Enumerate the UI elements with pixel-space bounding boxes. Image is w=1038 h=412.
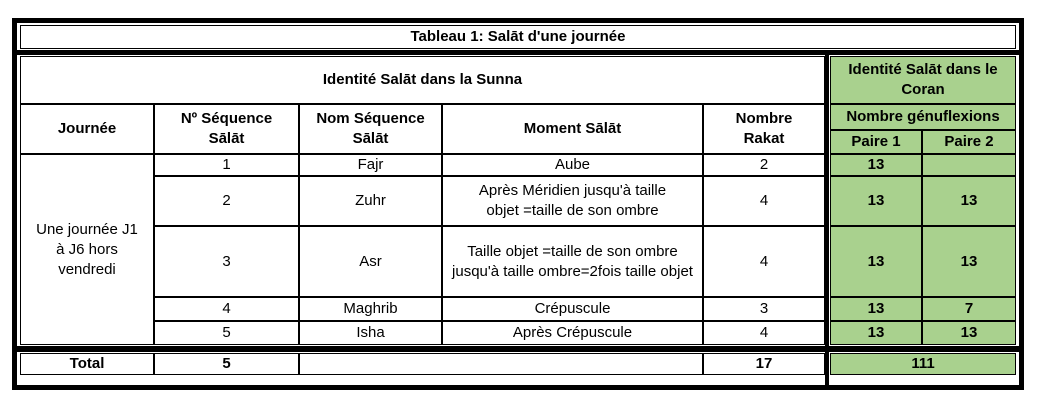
total-rakat: 17 (703, 353, 825, 375)
table-title: Tableau 1: Salāt d'une journée (20, 25, 1016, 49)
row3-paire1: 13 (830, 226, 922, 297)
row4-nom: Maghrib (299, 297, 442, 321)
row1-paire1: 13 (830, 154, 922, 176)
divider (825, 50, 829, 385)
row1-paire2 (922, 154, 1016, 176)
row3-moment: Taille objet =taille de son ombre jusqu'à taille ombre=2fois taille objet (442, 226, 703, 297)
row1-moment: Aube (442, 154, 703, 176)
row1-rakat: 2 (703, 154, 825, 176)
col-genuflexions: Nombre génuflexions (830, 104, 1016, 130)
row4-rakat: 3 (703, 297, 825, 321)
journee-label: Une journée J1 à J6 hors vendredi (20, 154, 154, 345)
col-num-seq: Nº Séquence Sālāt (154, 104, 299, 154)
table-frame (12, 18, 1024, 390)
row3-num: 3 (154, 226, 299, 297)
row2-paire2: 13 (922, 176, 1016, 226)
row3-paire2: 13 (922, 226, 1016, 297)
col-nom-seq: Nom Séquence Sālāt (299, 104, 442, 154)
col-paire2: Paire 2 (922, 130, 1016, 154)
row2-nom: Zuhr (299, 176, 442, 226)
row2-rakat: 4 (703, 176, 825, 226)
row4-paire1: 13 (830, 297, 922, 321)
row5-paire2: 13 (922, 321, 1016, 345)
total-empty (299, 353, 703, 375)
total-num: 5 (154, 353, 299, 375)
col-rakat: Nombre Rakat (703, 104, 825, 154)
row5-rakat: 4 (703, 321, 825, 345)
divider (17, 346, 1019, 352)
divider (17, 50, 1019, 55)
row3-nom: Asr (299, 226, 442, 297)
row2-moment: Après Méridien jusqu'à taille objet =taille de son ombre (442, 176, 703, 226)
col-moment: Moment Sālāt (442, 104, 703, 154)
row3-rakat: 4 (703, 226, 825, 297)
row4-paire2: 7 (922, 297, 1016, 321)
row5-num: 5 (154, 321, 299, 345)
row4-num: 4 (154, 297, 299, 321)
row5-paire1: 13 (830, 321, 922, 345)
row2-num: 2 (154, 176, 299, 226)
row1-num: 1 (154, 154, 299, 176)
table (17, 23, 1019, 385)
row2-paire1: 13 (830, 176, 922, 226)
row5-nom: Isha (299, 321, 442, 345)
col-paire1: Paire 1 (830, 130, 922, 154)
row4-moment: Crépuscule (442, 297, 703, 321)
sunna-header: Identité Salāt dans la Sunna (20, 56, 825, 104)
coran-header: Identité Salāt dans le Coran (830, 56, 1016, 104)
row1-nom: Fajr (299, 154, 442, 176)
total-label: Total (20, 353, 154, 375)
row5-moment: Après Crépuscule (442, 321, 703, 345)
col-journee: Journée (20, 104, 154, 154)
total-genuflexions: 111 (830, 353, 1016, 375)
